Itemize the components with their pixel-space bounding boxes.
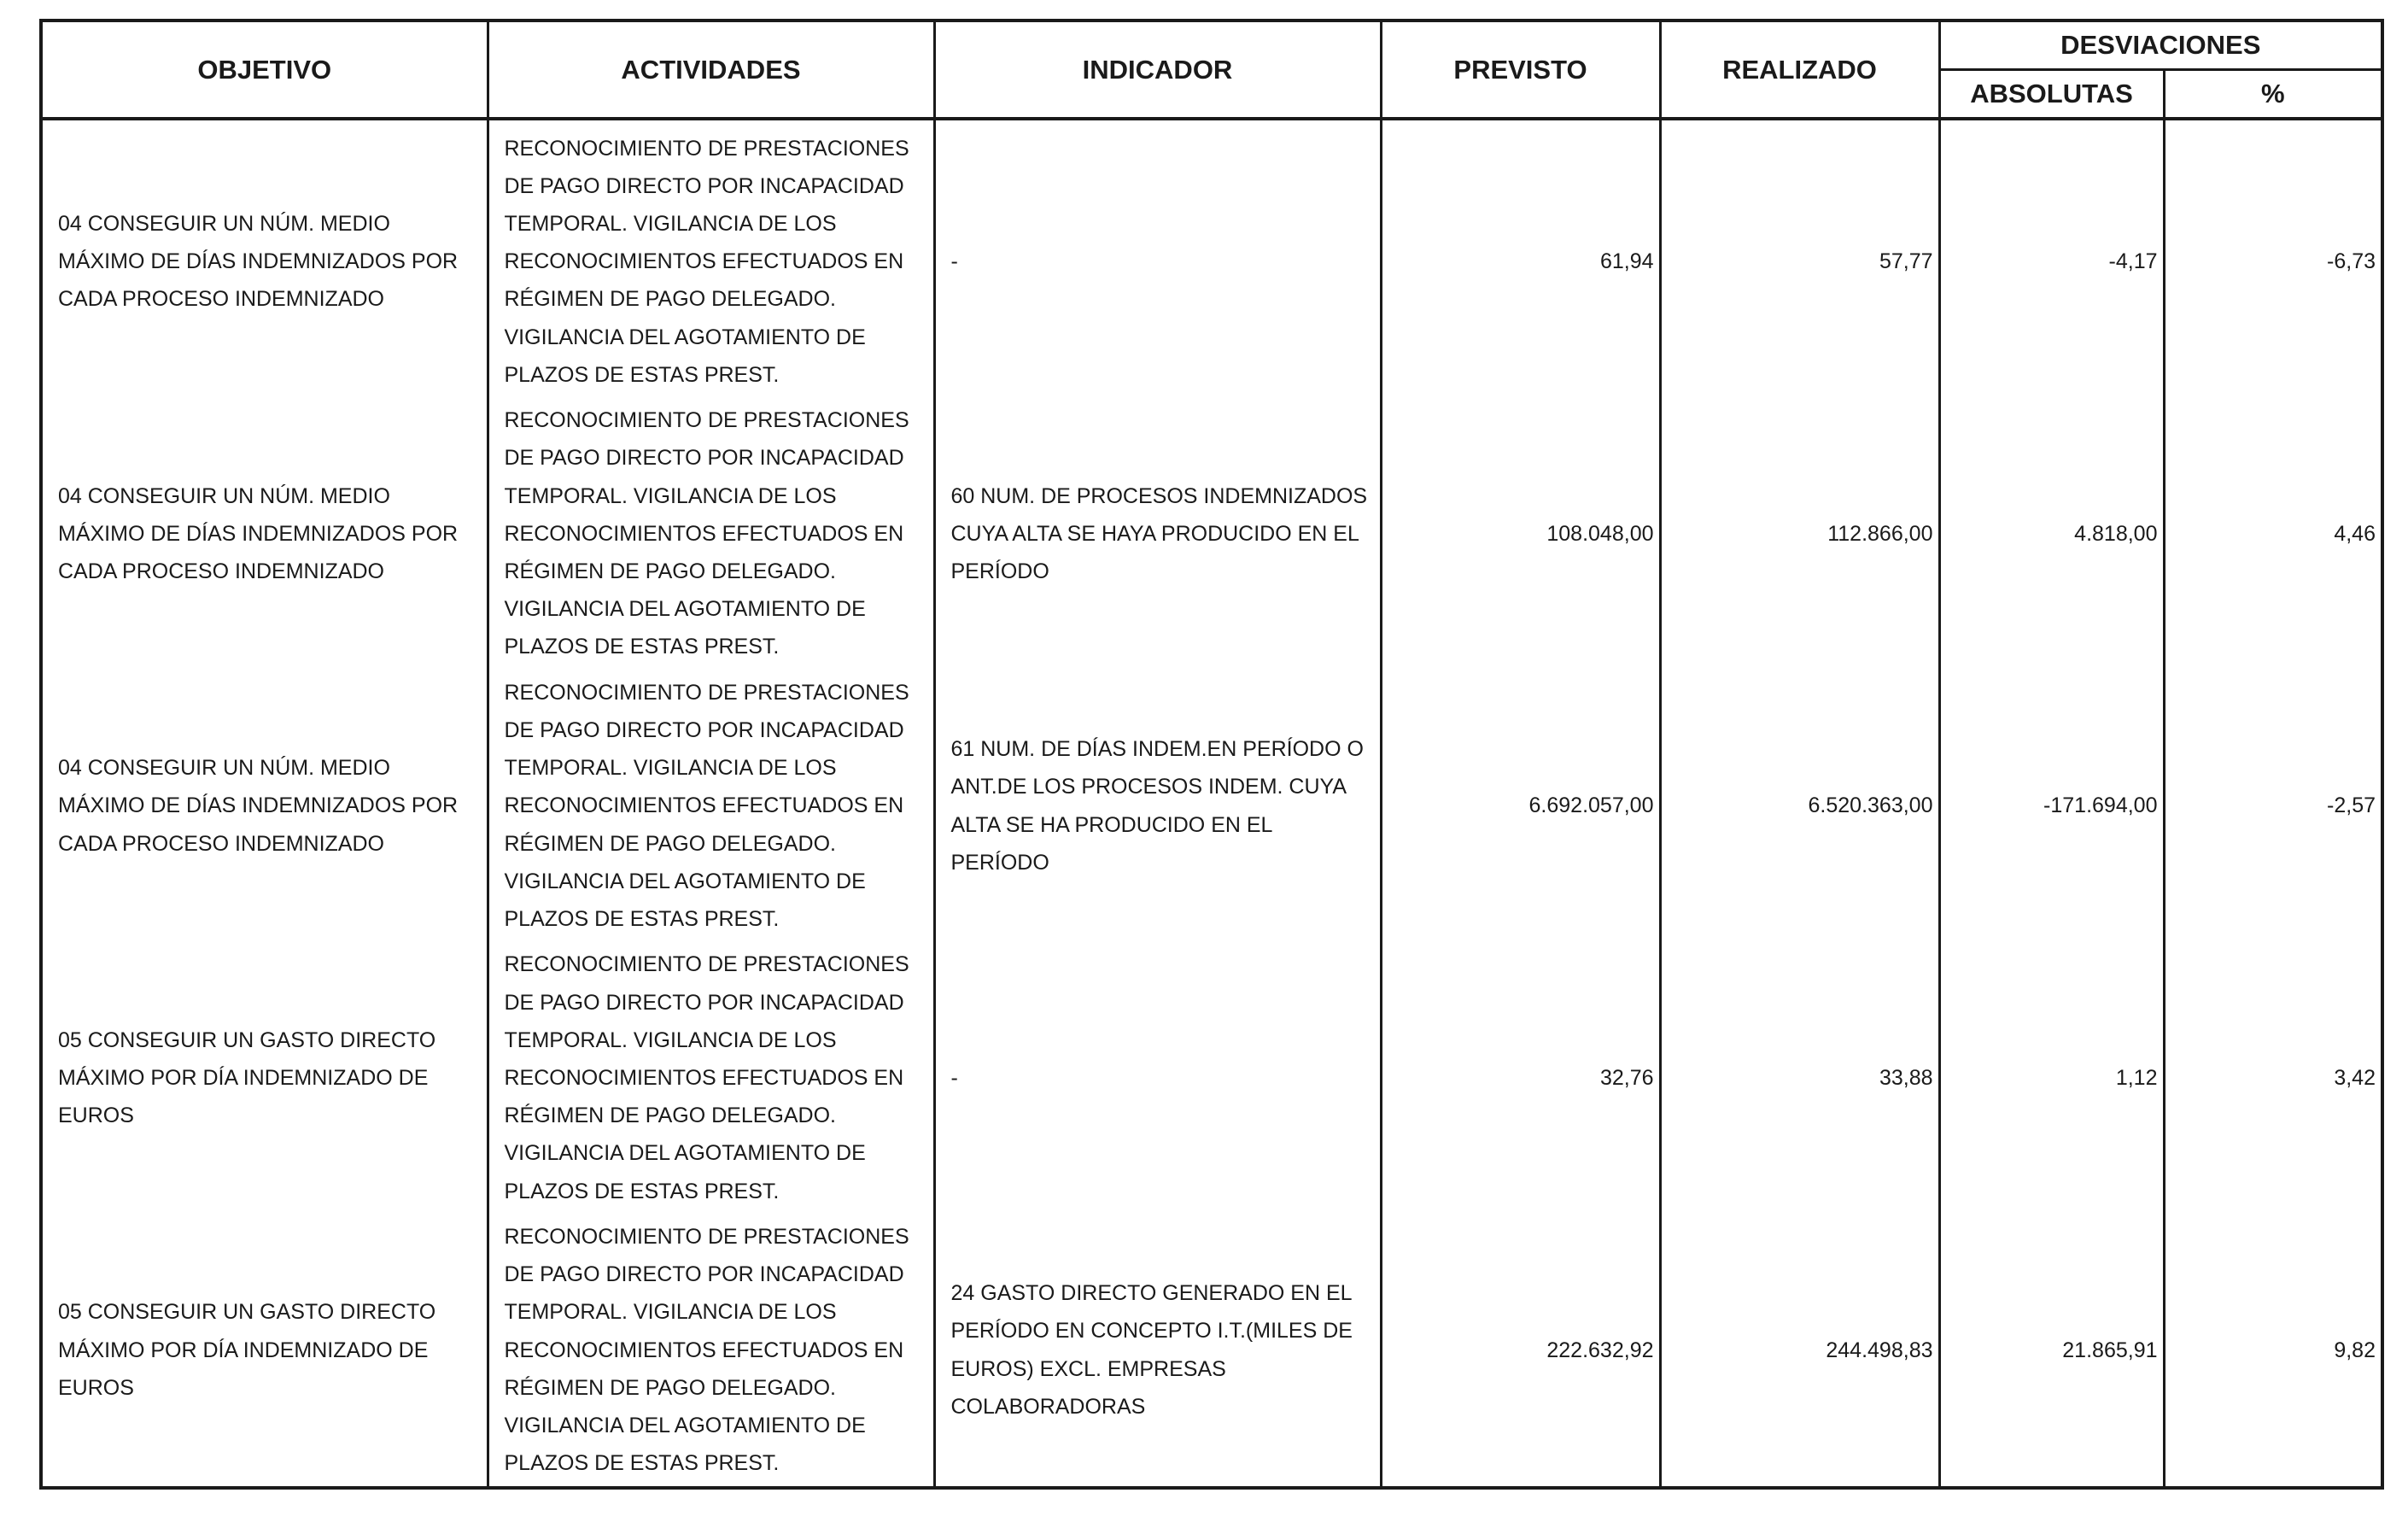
cell-indicador: - bbox=[934, 119, 1381, 398]
cell-realizado: 33,88 bbox=[1660, 942, 1939, 1215]
cell-objetivo: 04 CONSEGUIR UN NÚM. MEDIO MÁXIMO DE DÍAS INDEMNIZADOS POR CADA PROCESO INDEMNIZADO bbox=[41, 670, 488, 942]
cell-actividades: RECONOCIMIENTO DE PRESTACIONES DE PAGO DIRECTO POR INCAPACIDAD TEMPORAL. VIGILANCIA DE LOS RECONOCIMIENTOS EFECTUADOS EN RÉGIMEN DE PAGO DELEGADO. VIGILANCIA DEL AGOTAMIENTO DE PLAZOS DE ESTAS PREST. bbox=[488, 942, 934, 1215]
cell-absolutas: 1,12 bbox=[1939, 942, 2164, 1215]
cell-porcentaje: -2,57 bbox=[2164, 670, 2382, 942]
header-indicador: INDICADOR bbox=[934, 20, 1381, 119]
cell-previsto: 6.692.057,00 bbox=[1381, 670, 1660, 942]
header-absolutas: ABSOLUTAS bbox=[1939, 70, 2164, 120]
table-row bbox=[41, 119, 2382, 398]
table-body bbox=[41, 119, 2382, 1488]
cell-porcentaje: 3,42 bbox=[2164, 942, 2382, 1215]
header-objetivo: OBJETIVO bbox=[41, 20, 488, 119]
cell-indicador: 60 NUM. DE PROCESOS INDEMNIZADOS CUYA ALTA SE HAYA PRODUCIDO EN EL PERÍODO bbox=[934, 398, 1381, 670]
cell-realizado: 112.866,00 bbox=[1660, 398, 1939, 670]
cell-realizado: 57,77 bbox=[1660, 119, 1939, 398]
header-actividades: ACTIVIDADES bbox=[488, 20, 934, 119]
cell-porcentaje: -6,73 bbox=[2164, 119, 2382, 398]
cell-absolutas: 4.818,00 bbox=[1939, 398, 2164, 670]
cell-absolutas: -4,17 bbox=[1939, 119, 2164, 398]
header-desviaciones: DESVIACIONES bbox=[1939, 20, 2382, 70]
cell-absolutas: -171.694,00 bbox=[1939, 670, 2164, 942]
cell-actividades: RECONOCIMIENTO DE PRESTACIONES DE PAGO DIRECTO POR INCAPACIDAD TEMPORAL. VIGILANCIA DE LOS RECONOCIMIENTOS EFECTUADOS EN RÉGIMEN DE PAGO DELEGADO. VIGILANCIA DEL AGOTAMIENTO DE PLAZOS DE ESTAS PREST. bbox=[488, 670, 934, 942]
cell-previsto: 222.632,92 bbox=[1381, 1214, 1660, 1488]
cell-indicador: 61 NUM. DE DÍAS INDEM.EN PERÍODO O ANT.DE LOS PROCESOS INDEM. CUYA ALTA SE HA PRODUCIDO EN EL PERÍODO bbox=[934, 670, 1381, 942]
cell-indicador: - bbox=[934, 942, 1381, 1215]
header-realizado: REALIZADO bbox=[1660, 20, 1939, 119]
table-header bbox=[41, 20, 2382, 119]
table-row bbox=[41, 398, 2382, 670]
cell-actividades: RECONOCIMIENTO DE PRESTACIONES DE PAGO DIRECTO POR INCAPACIDAD TEMPORAL. VIGILANCIA DE LOS RECONOCIMIENTOS EFECTUADOS EN RÉGIMEN DE PAGO DELEGADO. VIGILANCIA DEL AGOTAMIENTO DE PLAZOS DE ESTAS PREST. bbox=[488, 1214, 934, 1488]
table-row bbox=[41, 1214, 2382, 1488]
header-porcentaje: % bbox=[2164, 70, 2382, 120]
cell-actividades: RECONOCIMIENTO DE PRESTACIONES DE PAGO DIRECTO POR INCAPACIDAD TEMPORAL. VIGILANCIA DE LOS RECONOCIMIENTOS EFECTUADOS EN RÉGIMEN DE PAGO DELEGADO. VIGILANCIA DEL AGOTAMIENTO DE PLAZOS DE ESTAS PREST. bbox=[488, 398, 934, 670]
cell-porcentaje: 9,82 bbox=[2164, 1214, 2382, 1488]
header-previsto: PREVISTO bbox=[1381, 20, 1660, 119]
cell-realizado: 244.498,83 bbox=[1660, 1214, 1939, 1488]
cell-objetivo: 05 CONSEGUIR UN GASTO DIRECTO MÁXIMO POR DÍA INDEMNIZADO DE EUROS bbox=[41, 1214, 488, 1488]
objectives-table bbox=[39, 19, 2384, 1490]
cell-realizado: 6.520.363,00 bbox=[1660, 670, 1939, 942]
cell-previsto: 61,94 bbox=[1381, 119, 1660, 398]
cell-objetivo: 04 CONSEGUIR UN NÚM. MEDIO MÁXIMO DE DÍAS INDEMNIZADOS POR CADA PROCESO INDEMNIZADO bbox=[41, 398, 488, 670]
cell-objetivo: 04 CONSEGUIR UN NÚM. MEDIO MÁXIMO DE DÍAS INDEMNIZADOS POR CADA PROCESO INDEMNIZADO bbox=[41, 119, 488, 398]
table-row bbox=[41, 942, 2382, 1215]
cell-previsto: 108.048,00 bbox=[1381, 398, 1660, 670]
cell-absolutas: 21.865,91 bbox=[1939, 1214, 2164, 1488]
cell-indicador: 24 GASTO DIRECTO GENERADO EN EL PERÍODO EN CONCEPTO I.T.(MILES DE EUROS) EXCL. EMPRESAS COLABORADORAS bbox=[934, 1214, 1381, 1488]
table-row bbox=[41, 670, 2382, 942]
cell-previsto: 32,76 bbox=[1381, 942, 1660, 1215]
cell-porcentaje: 4,46 bbox=[2164, 398, 2382, 670]
cell-objetivo: 05 CONSEGUIR UN GASTO DIRECTO MÁXIMO POR DÍA INDEMNIZADO DE EUROS bbox=[41, 942, 488, 1215]
cell-actividades: RECONOCIMIENTO DE PRESTACIONES DE PAGO DIRECTO POR INCAPACIDAD TEMPORAL. VIGILANCIA DE LOS RECONOCIMIENTOS EFECTUADOS EN RÉGIMEN DE PAGO DELEGADO. VIGILANCIA DEL AGOTAMIENTO DE PLAZOS DE ESTAS PREST. bbox=[488, 119, 934, 398]
